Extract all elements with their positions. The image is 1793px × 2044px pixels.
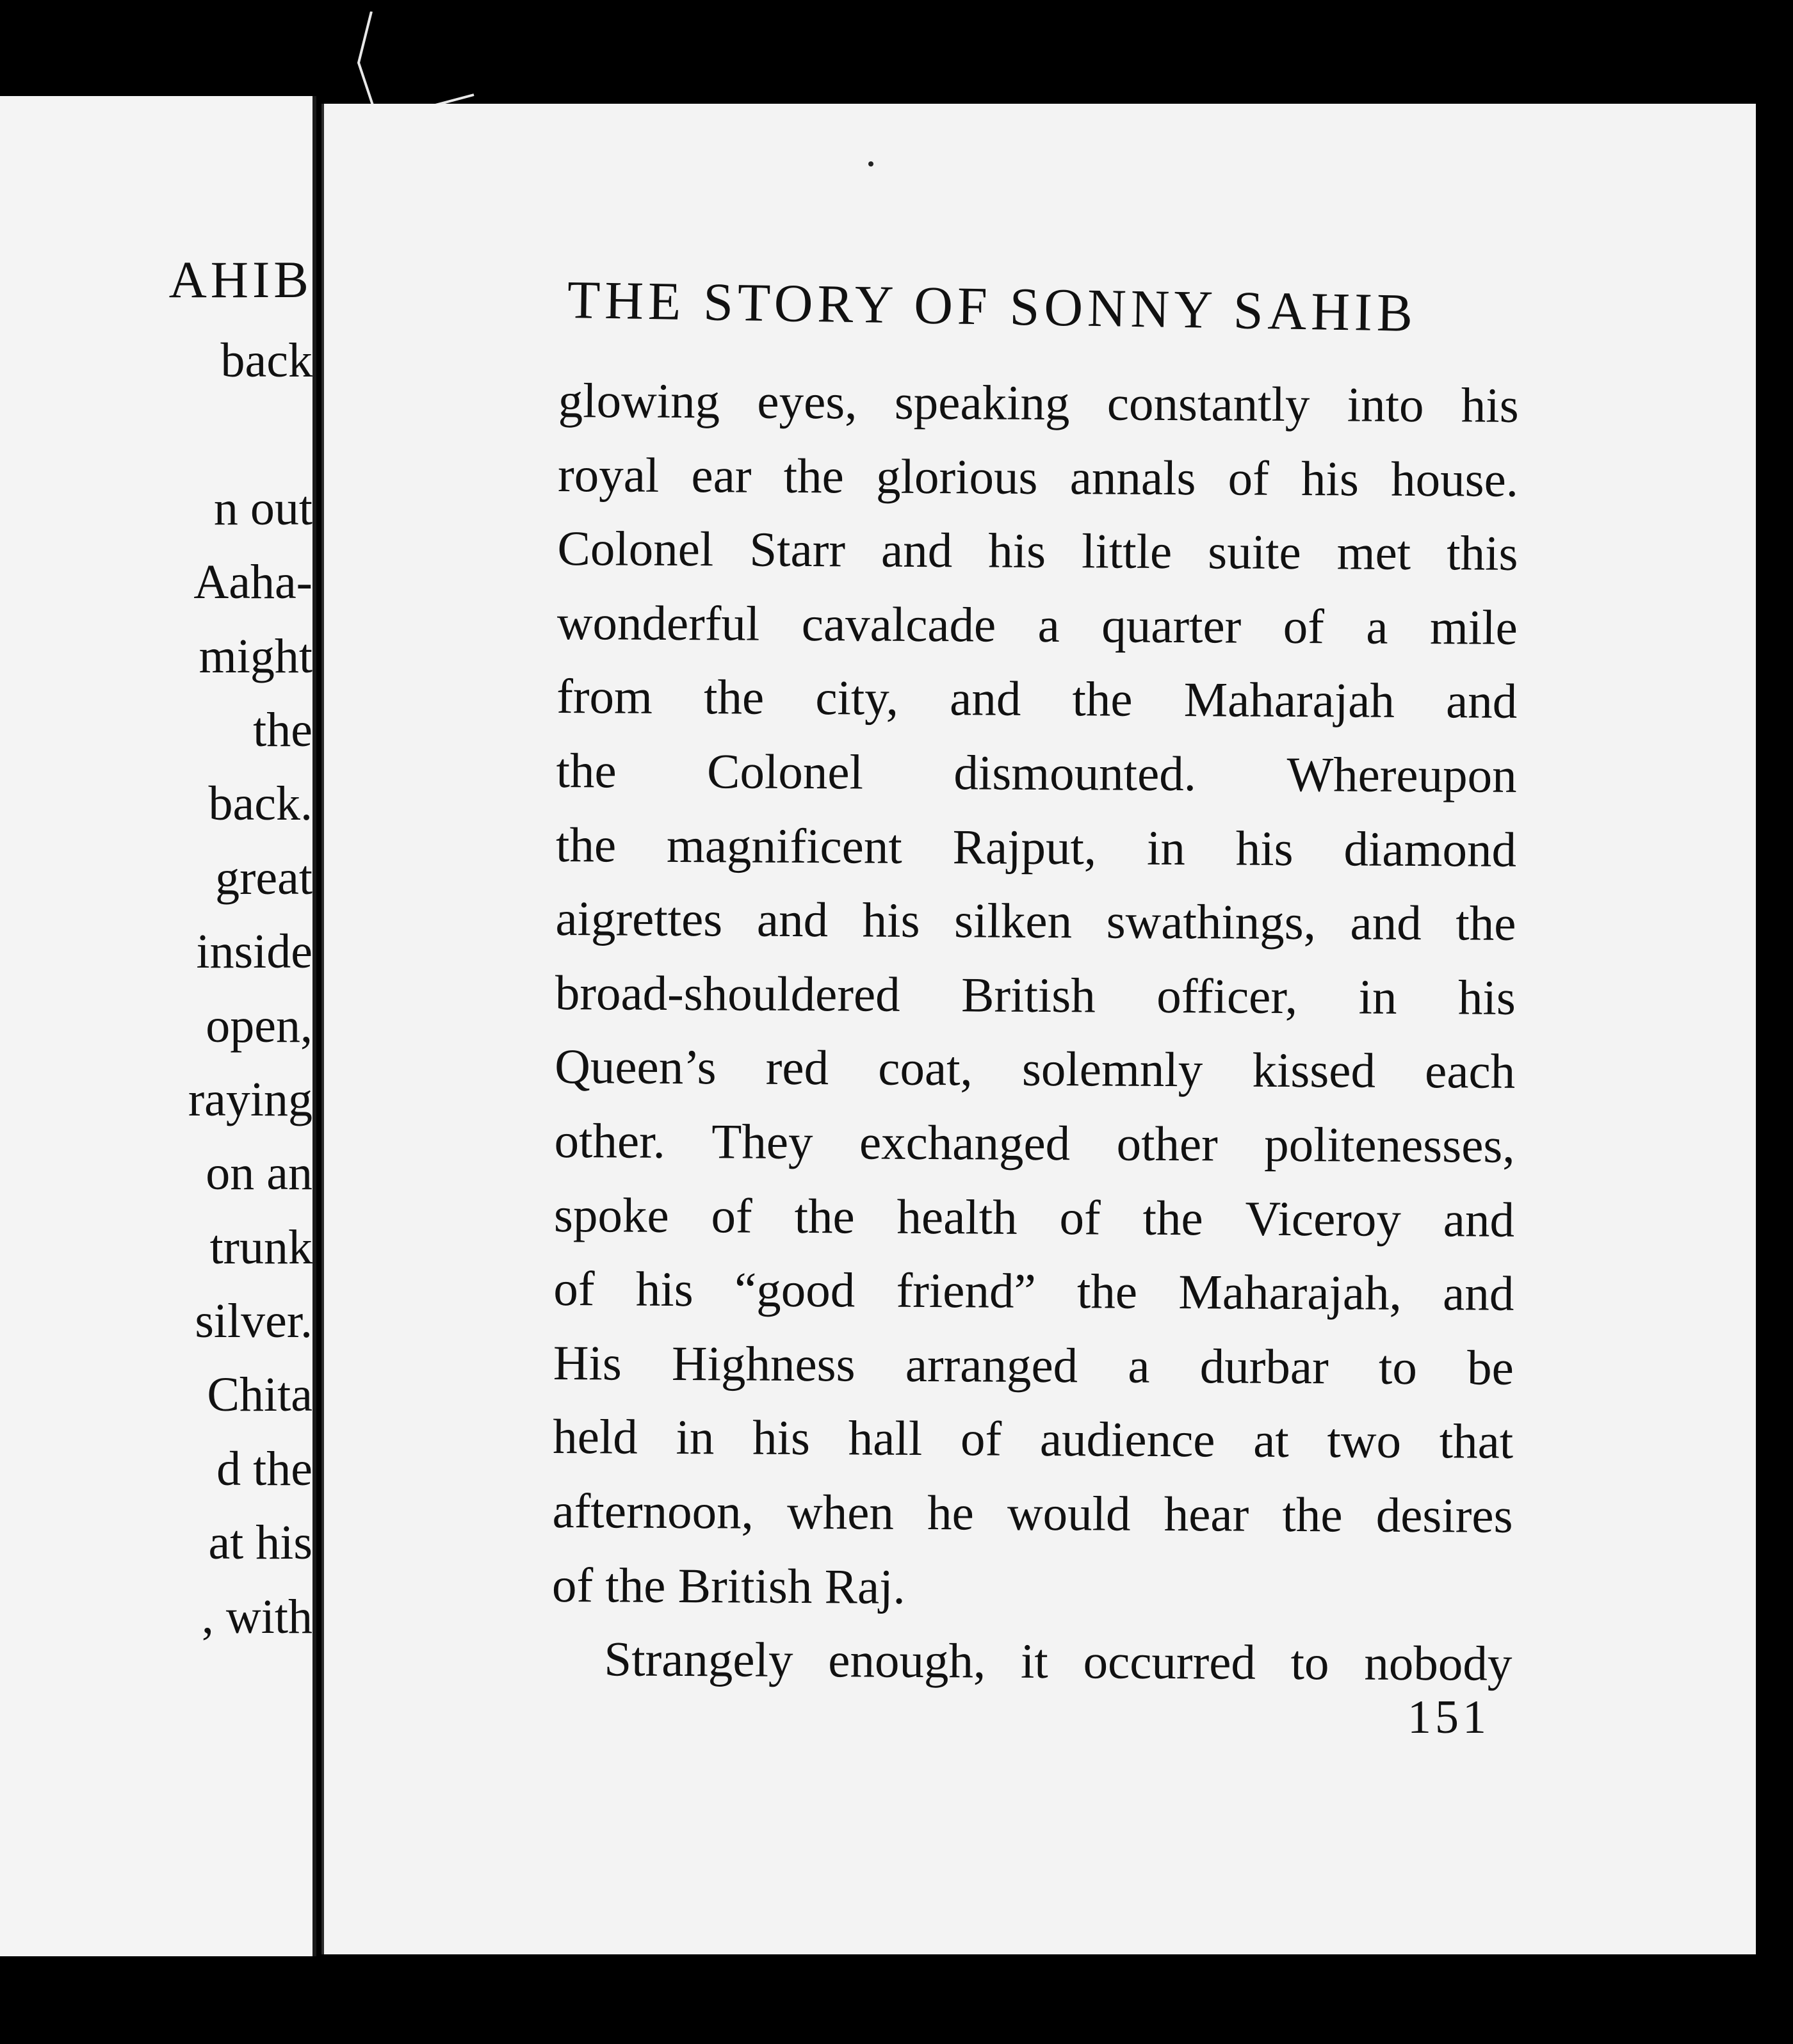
word: glorious [875, 448, 1038, 505]
word: solemnly [1021, 1041, 1203, 1098]
word: into [1347, 377, 1424, 433]
left-text-line: back. [208, 777, 312, 831]
text-line [553, 1326, 1514, 1405]
word: His [553, 1334, 622, 1391]
text-line [556, 734, 1517, 813]
word: the [1456, 895, 1516, 951]
left-text-line: silver. [195, 1294, 312, 1349]
left-text-line: great [215, 850, 312, 905]
word: to [1290, 1635, 1329, 1691]
word: he [927, 1484, 975, 1541]
word: would [1007, 1485, 1131, 1541]
word: kissed [1252, 1042, 1376, 1099]
word: hall [848, 1410, 923, 1466]
running-head-text: THE STORY OF SONNY SAHIB [567, 270, 1418, 343]
word: swathings, [1106, 893, 1317, 950]
word: in [676, 1409, 715, 1465]
text-line: of the British Raj. [551, 1557, 906, 1614]
word: and [1443, 1191, 1515, 1247]
word: other. [554, 1112, 666, 1169]
word: Maharajah, [1178, 1264, 1402, 1321]
left-text-line [0, 398, 312, 471]
ink-speck [868, 161, 873, 166]
text-line [557, 586, 1518, 665]
word: and [1445, 673, 1518, 729]
word: his [862, 892, 920, 948]
word: the [1282, 1486, 1343, 1543]
word: this [1446, 525, 1518, 581]
word: suite [1208, 524, 1301, 580]
word: met [1336, 524, 1411, 581]
word: and [756, 891, 829, 948]
word: the [783, 448, 845, 503]
word: of [1283, 598, 1325, 654]
word: the [1142, 1190, 1203, 1245]
word: a [1128, 1338, 1150, 1393]
word: held [553, 1409, 638, 1464]
word: from [556, 669, 653, 725]
word: the [794, 1188, 855, 1244]
word: the [1072, 671, 1133, 727]
word: be [1466, 1340, 1514, 1395]
word: health [896, 1188, 1018, 1245]
word: the [555, 816, 617, 873]
word: the [1076, 1263, 1138, 1319]
word: city, [815, 670, 899, 726]
word: royal [557, 446, 660, 503]
word: in [1146, 820, 1186, 875]
word: nobody [1364, 1635, 1513, 1691]
left-text-line: open, [206, 998, 312, 1053]
word: Colonel [706, 743, 864, 800]
text-line [553, 1400, 1514, 1479]
word: coat, [878, 1040, 973, 1096]
left-text-line: at his [208, 1516, 312, 1570]
word: a [1037, 597, 1060, 653]
text-line [555, 1030, 1516, 1108]
word: British [961, 967, 1096, 1023]
word: officer, [1156, 968, 1298, 1024]
left-page [0, 96, 316, 1956]
word: Highness [671, 1335, 856, 1392]
text-line [556, 808, 1517, 887]
running-head [567, 269, 1793, 343]
word: mile [1429, 599, 1518, 655]
word: Rajput, [952, 818, 1097, 875]
text-line [555, 882, 1516, 961]
text-line [558, 364, 1519, 442]
word: his [635, 1261, 694, 1317]
word: the [556, 742, 617, 799]
word: his [752, 1409, 811, 1466]
word: cavalcade [801, 596, 996, 653]
word: house. [1390, 451, 1519, 507]
word: other [1116, 1115, 1219, 1172]
word: in [1358, 969, 1397, 1025]
word: and [880, 522, 953, 578]
left-text-line: Chita [207, 1368, 312, 1422]
word: and [949, 670, 1021, 727]
word: spoke [553, 1187, 669, 1243]
left-running-head: AHIB [168, 250, 312, 309]
word: ear [691, 447, 752, 503]
text-line [554, 1104, 1515, 1183]
word: politenesses, [1264, 1116, 1515, 1173]
text-line [557, 512, 1518, 590]
word: dismounted. [953, 745, 1197, 802]
word: hear [1164, 1486, 1249, 1542]
text-line [553, 1252, 1514, 1331]
text-line [558, 438, 1519, 517]
text-line [552, 1474, 1513, 1553]
page-body-text [551, 364, 1519, 1701]
left-text-line: on an [206, 1146, 312, 1201]
text-line [556, 660, 1518, 738]
word: arranged [905, 1336, 1078, 1393]
word: that [1439, 1413, 1514, 1470]
word: broad-shouldered [555, 964, 900, 1022]
text-line [554, 1178, 1515, 1257]
left-page-text [0, 324, 312, 1654]
word: Starr [749, 521, 846, 578]
word: two [1327, 1413, 1402, 1469]
left-text-line: back [220, 334, 312, 387]
word: Maharajah [1183, 672, 1395, 729]
word: and [1350, 895, 1422, 951]
word: annals [1069, 449, 1196, 505]
word: desires [1375, 1487, 1513, 1543]
word: to [1378, 1339, 1418, 1395]
word: durbar [1199, 1338, 1329, 1395]
word: glowing [558, 372, 720, 429]
word: the [703, 669, 765, 726]
left-text-line: raying [188, 1072, 312, 1126]
word: a [1366, 599, 1388, 654]
word: red [765, 1040, 829, 1096]
word: Viceroy [1245, 1190, 1402, 1247]
page-number: 151 [1408, 1691, 1490, 1744]
word: aigrettes [555, 891, 723, 947]
word: his [988, 523, 1046, 579]
left-text-line: trunk [209, 1220, 312, 1274]
word: speaking [894, 374, 1070, 431]
word: exchanged [859, 1114, 1071, 1171]
word: “good [734, 1261, 856, 1318]
word: of [1059, 1189, 1101, 1245]
word: enough, [828, 1632, 986, 1689]
word: constantly [1107, 375, 1310, 432]
word: wonderful [556, 594, 760, 651]
word: Whereupon [1286, 746, 1517, 803]
word: occurred [1083, 1634, 1256, 1690]
word: Queen’s [555, 1039, 717, 1095]
paragraph-first-line [551, 1622, 1513, 1701]
word: when [786, 1484, 895, 1540]
word: his [1457, 969, 1516, 1025]
text-line [555, 956, 1516, 1035]
word: magnificent [666, 817, 902, 874]
left-text-line: n out [213, 481, 312, 535]
word: each [1424, 1043, 1516, 1099]
word: They [711, 1114, 813, 1170]
word: of [960, 1411, 1002, 1466]
word: little [1081, 523, 1172, 580]
left-text-line: Aaha- [193, 555, 312, 610]
word: it [1020, 1633, 1049, 1689]
word: his [1461, 377, 1519, 433]
word: his [1235, 820, 1294, 876]
word: eyes, [757, 373, 857, 430]
left-text-line: , with [201, 1589, 312, 1644]
word: audience [1039, 1411, 1215, 1468]
word: Strangely [604, 1631, 793, 1688]
left-text-line: the [253, 702, 312, 757]
word: of [553, 1261, 595, 1317]
word: and [1442, 1265, 1514, 1321]
word: quarter [1101, 597, 1242, 654]
word: diamond [1343, 820, 1517, 877]
word: afternoon, [552, 1482, 754, 1539]
left-text-line: might [199, 629, 312, 683]
left-text-line: d the [216, 1441, 312, 1496]
word: Colonel [557, 521, 714, 577]
word: of [1228, 450, 1270, 506]
word: friend” [896, 1262, 1036, 1319]
word: of [711, 1187, 752, 1244]
word: at [1253, 1413, 1289, 1468]
word: his [1301, 450, 1359, 507]
word: silken [953, 893, 1073, 949]
left-text-line: inside [196, 925, 312, 979]
right-page [321, 104, 1756, 1954]
